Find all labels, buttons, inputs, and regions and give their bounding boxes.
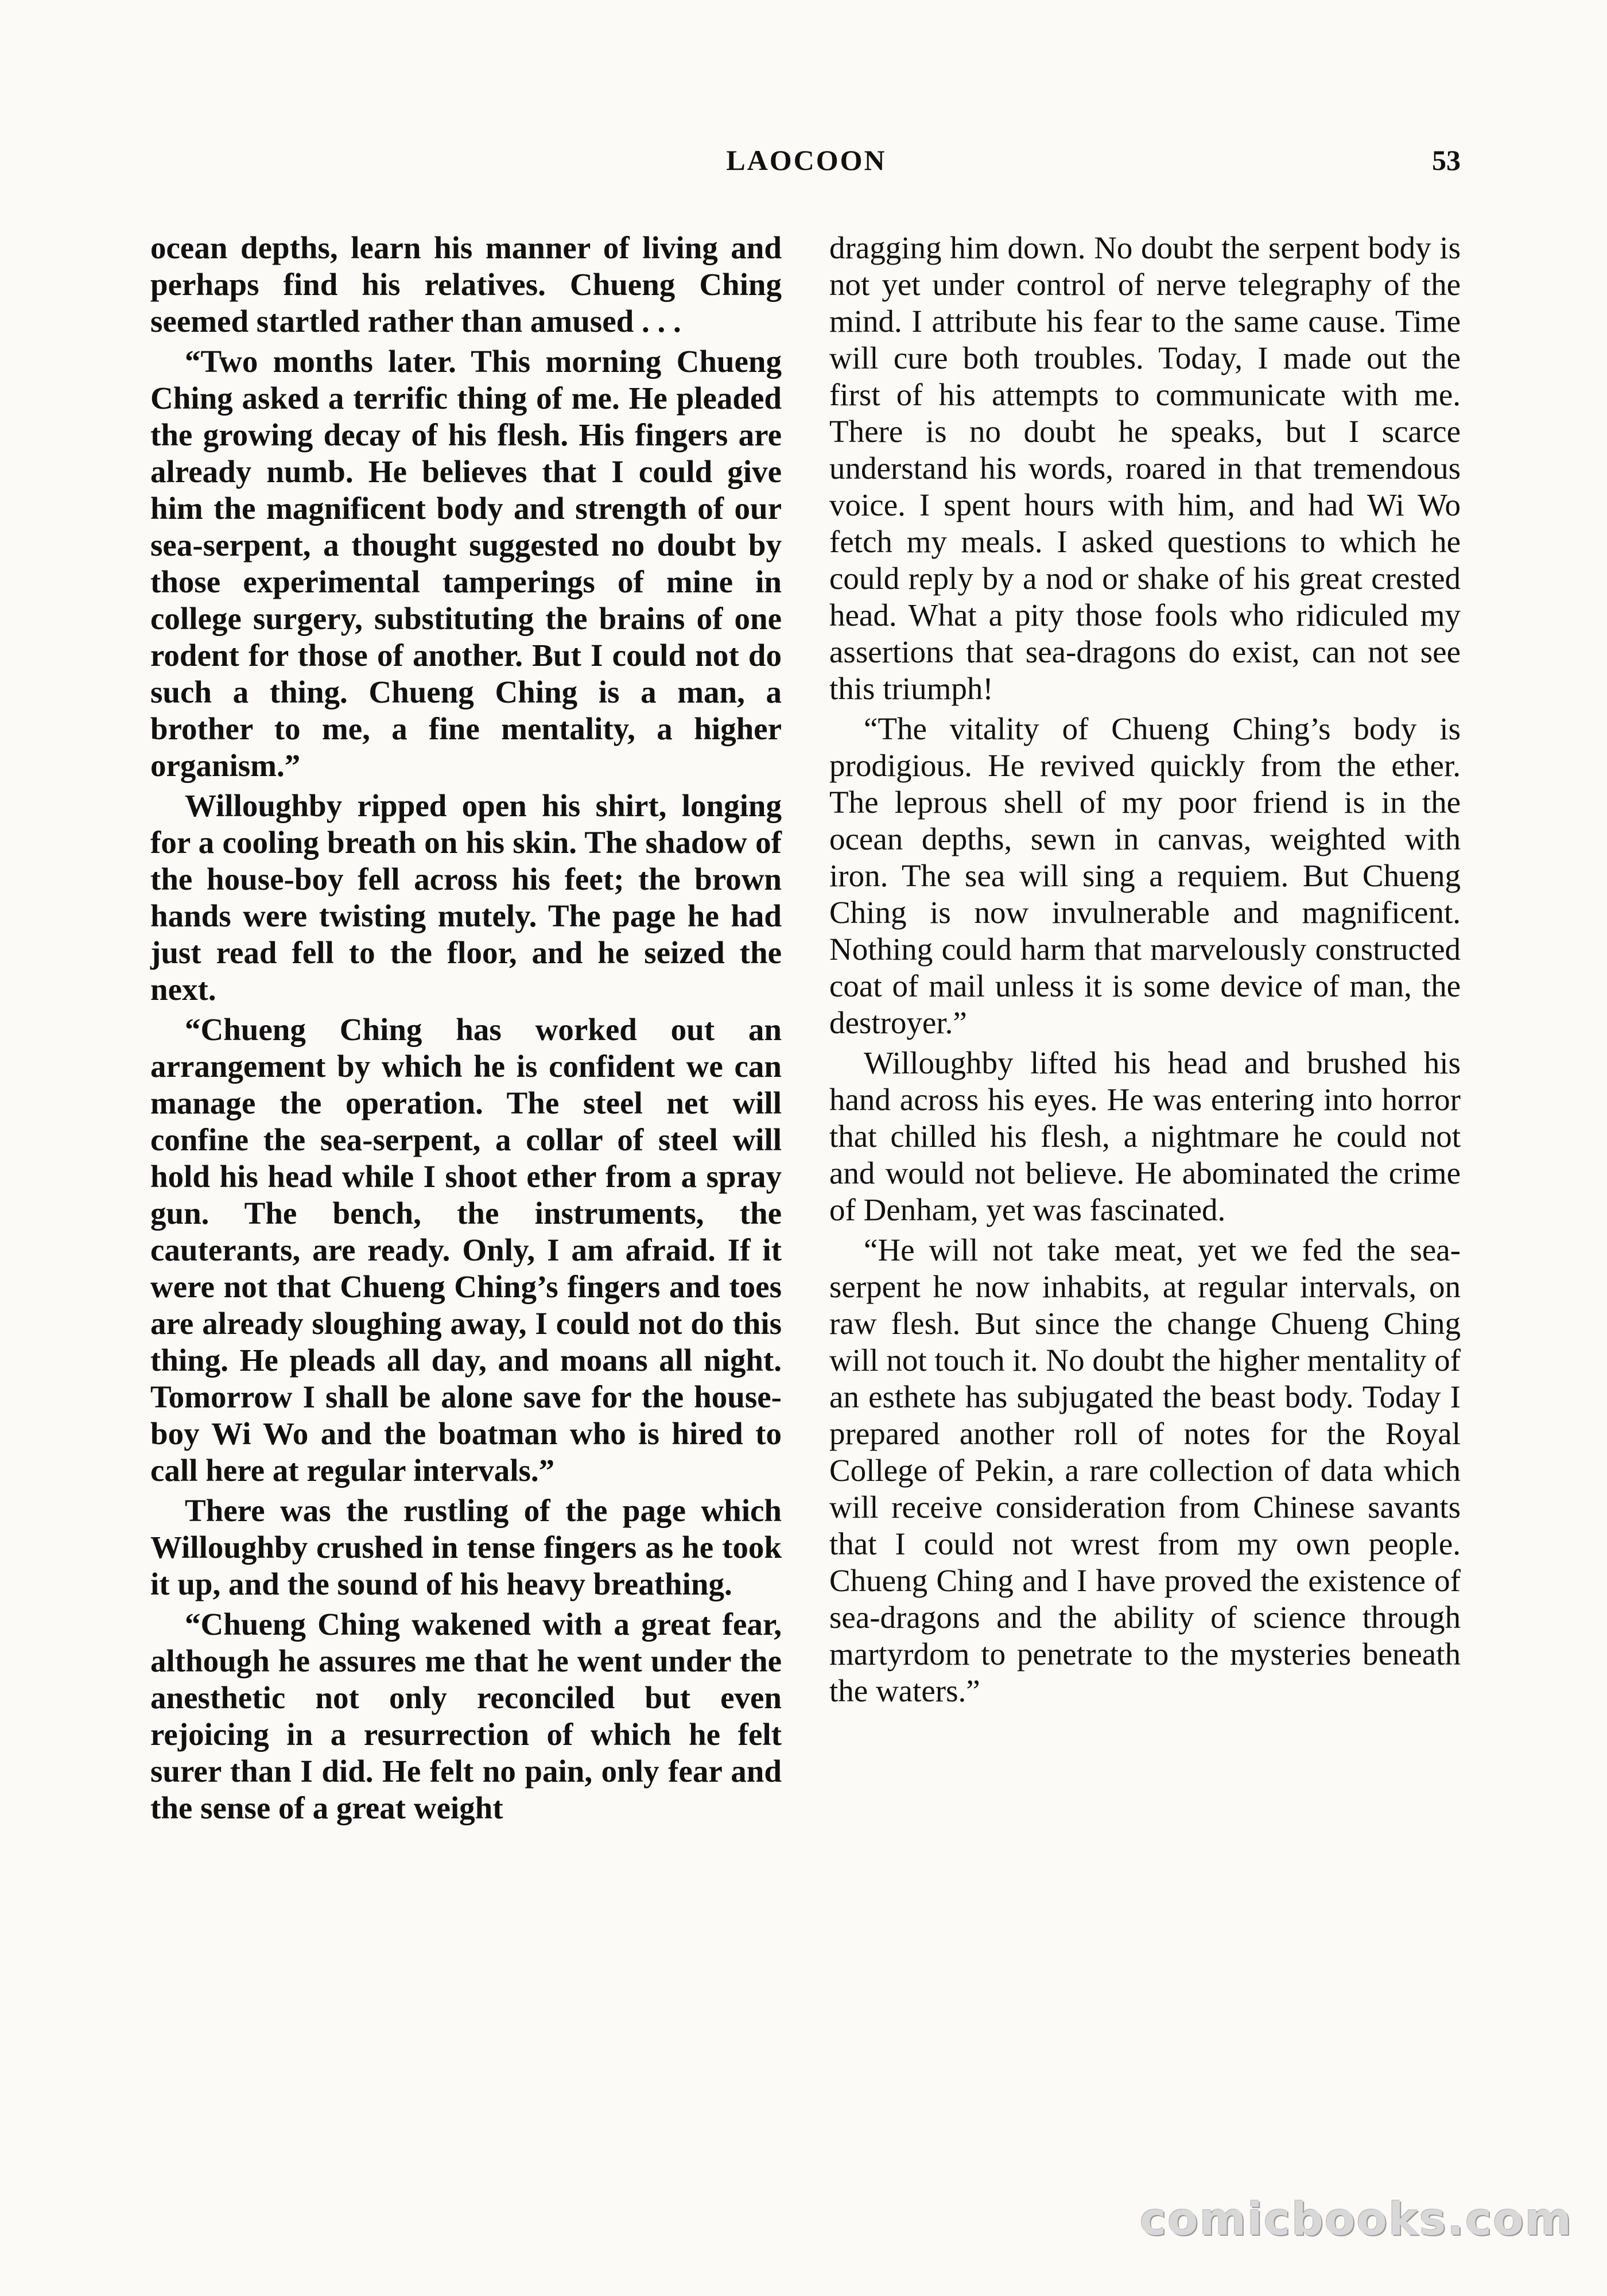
page-number: 53 <box>1432 144 1461 176</box>
paragraph: Willoughby ripped open his shirt, longing for a cooling breath on his skin. The shadow of the house-boy fell across his feet; the brown hands were twisting mutely. The page he had just read fell to the floor, and he seized the next. <box>150 788 782 1007</box>
left-column <box>150 230 782 1830</box>
paragraph: “Chueng Ching has worked out an arrangement by which he is confident we can manage the operation. The steel net will confine the sea-serpent, a collar of steel will hold his head while I shoot ether from a spray gun. The bench, the instruments, the cauterants, are ready. Only, I am afraid. If it were not that Chueng Ching’s fingers and toes are already sloughing away, I could not do this thing. He pleads all day, and moans all night. Tomorrow I shall be alone save for the house-boy Wi Wo and the boatman who is hired to call here at regular intervals.” <box>150 1012 782 1488</box>
paragraph: There was the rustling of the page which Willoughby crushed in tense fingers as he took it up, and the sound of his heavy breathing. <box>150 1493 782 1601</box>
paragraph: “He will not take meat, yet we fed the sea-serpent he now inhabits, at regular intervals, on raw flesh. But since the change Chueng Ching will not touch it. No doubt the higher mentality of an esthete has subjugated the beast body. Today I prepared another roll of notes for the Royal College of Pekin, a rare collection of data which will receive consideration from Chinese savants that I could not wrest from my own people. Chueng Ching and I have proved the existence of sea-dragons and the ability of science through martyrdom to penetrate to the mysteries beneath the waters.” <box>829 1232 1461 1708</box>
paragraph: Willoughby lifted his head and brushed his hand across his eyes. He was entering into horror that chilled his flesh, a nightmare he could not and would not believe. He abominated the crime of Denham, yet was fascinated. <box>829 1045 1461 1227</box>
paragraph: “The vitality of Chueng Ching’s body is prodigious. He revived quickly from the ether. The leprous shell of my poor friend is in the ocean depths, sewn in canvas, weighted with iron. The sea will sing a requiem. But Chueng Ching is now invulnerable and magnificent. Nothing could harm that marvelously constructed coat of mail unless it is some device of man, the destroyer.” <box>829 711 1461 1040</box>
running-head <box>152 144 1461 184</box>
paragraph: “Chueng Ching wakened with a great fear, although he assures me that he went under the anesthetic not only reconciled but even rejoicing in a resurrection of which he felt surer than I did. He felt no pain, only fear and the sense of a great weight <box>150 1607 782 1825</box>
watermark: comicbooks.com <box>1139 2194 1573 2245</box>
running-title: LAOCOON <box>726 144 887 176</box>
paragraph: ocean depths, learn his manner of living and perhaps find his relatives. Chueng Ching seemed startled rather than amused . . . <box>150 230 782 339</box>
paragraph: dragging him down. No doubt the serpent body is not yet under control of nerve telegraphy of the mind. I attribute his fear to the same cause. Time will cure both troubles. Today, I made out the first of his attempts to communicate with me. There is no doubt he speaks, but I scarce understand his words, roared in that tremendous voice. I spent hours with him, and had Wi Wo fetch my meals. I asked questions to which he could reply by a nod or shake of his great crested head. What a pity those fools who ridiculed my assertions that sea-dragons do exist, can not see this triumph! <box>829 230 1461 706</box>
right-column <box>829 230 1461 1713</box>
paragraph: “Two months later. This morning Chueng Ching asked a terrific thing of me. He pleaded the growing decay of his flesh. His fingers are already numb. He believes that I could give him the magnificent body and strength of our sea-serpent, a thought suggested no doubt by those experimental tamperings of mine in college surgery, substituting the brains of one rodent for those of another. But I could not do such a thing. Chueng Ching is a man, a brother to me, a fine mentality, a higher organism.” <box>150 344 782 783</box>
